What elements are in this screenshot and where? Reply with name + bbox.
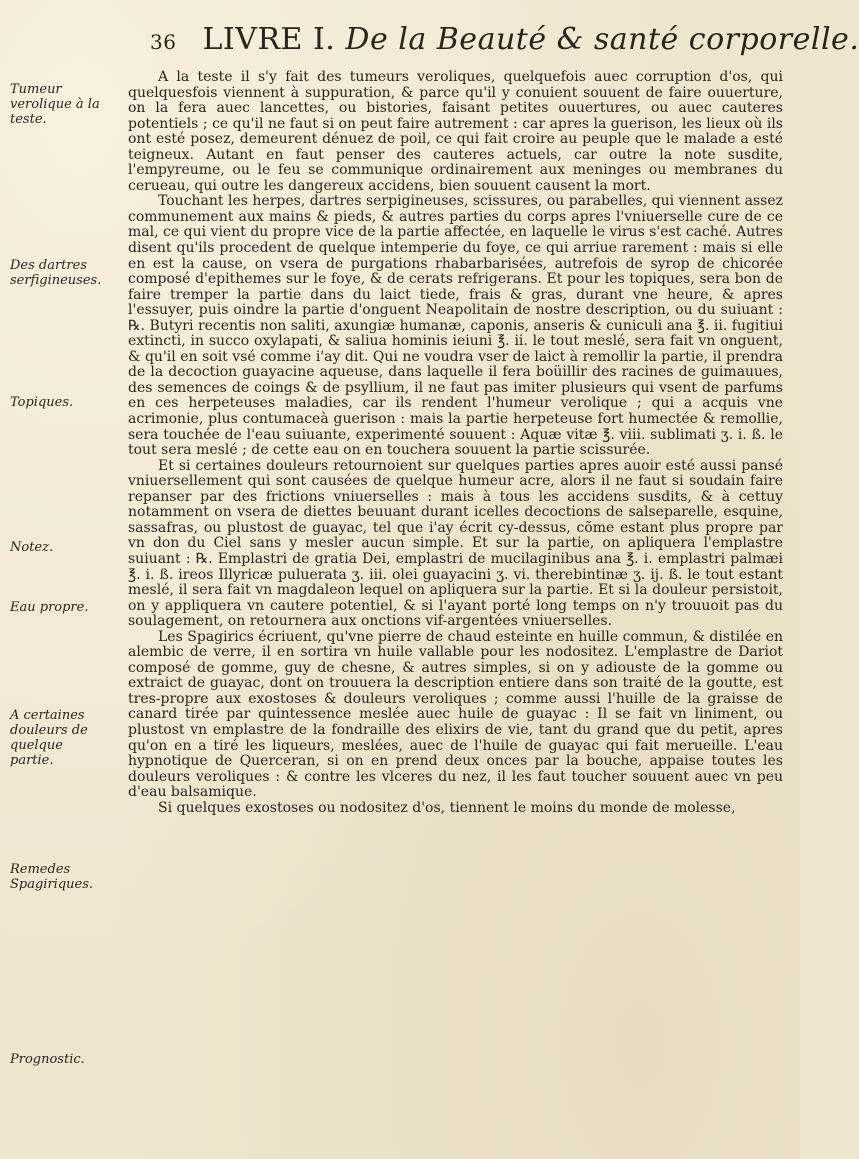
paragraph: A la teste il s'y fait des tumeurs veroliques, quelquefois auec corruption d'os, qui quelquesfois viennent à suppuration, & parce qu'il y conuient souuent de faire ouuerture, on la fera auec lancettes, ou bistories, faisant petites ouuertures, ou auec cauteres potentiels ; ce qu'il ne faut si on peut faire autrement : car apres la guerison, les lieux où ils ont esté posez, demeurent dénuez de poil, ce qui fait croire au peuple que le malade a esté teigneux. Autant en faut penser des cauteres actuels, car outre la note susdite, l'empyreume, ou le feu se communique ordinairement aux meninges ou membranes du cerueau, qui outre les dangereux accidens, bien souuent causent la mort. bbox=[128, 69, 783, 194]
paragraph: Touchant les herpes, dartres serpigineuses, scissures, ou parabelles, qui viennent assez communement aux mains & pieds, & autres parties du corps apres l'vniuerselle cure de ce mal, ce qui vient du propre vice de la partie affectée, en laquelle le virus s'est caché. Autres disent qu'ils procedent de quelque intemperie du foye, ce qui arriue rarement : mais si elle en est la cause, on vsera de purgations rhabarbarisées, autrefois de syrop de chicorée composé d'epithemes sur le foye, & de cerats refrigerans. Et pour les topiques, sera bon de faire tremper la partie dans du laict tiede, frais & gras, durant vne heure, & apres l'essuyer, puis oindre la partie d'onguent Neapolitain de nostre description, ou du suiuant : ℞. Butyri recentis non saliti, axungiæ humanæ, caponis, anseris & cuniculi ana ℥. ii. fugitiui extincti, in succo oxylapati, & saliua hominis ieiuni ℥. ii. le tout meslé, sera fait vn onguent, & qu'il en soit vsé comme i'ay dit. Qui ne voudra vser de laict à remollir la partie, il prendra de la decoction guayacine aqueuse, dans laquelle il fera boüillir des racines de guimauues, des semences de coings & de psyllium, il ne faut pas imiter plusieurs qui vsent de parfums en ces herpeteuses maladies, car ils rendent l'humeur verolique ; qui a acquis vne acrimonie, plus contumaceà guerison : mais la partie herpeteuse fort humectée & remollie, sera touchée de l'eau suiuante, experimenté souuent : Aquæ vitæ ℥. viii. sublimati ʒ. i. ß. le tout sera meslé ; de cette eau on en touchera souuent la partie scissurée. bbox=[128, 193, 784, 459]
margin-note: Eau propre. bbox=[10, 600, 89, 615]
margin-note: Remedes Spagiriques. bbox=[10, 862, 94, 892]
margin-note: Tumeur verolique à la teste. bbox=[10, 82, 100, 127]
paragraph: Et si certaines douleurs retournoient sur quelques parties apres auoir esté aussi pansé vniuersellement qui sont causées de quelque humeur acre, alors il ne faut si soudain faire repanser par des frictions vniuerselles : mais à tous les accidens susdits, & à cettuy notamment on vsera de diettes beuuant durant icelles decoctions de salseparelle, esquine, sassafras, ou plustost de guayac, tel que i'ay écrit cy-dessus, cõme estant plus propre par vn don du Ciel sans y mesler aucun simple. Et sur la partie, on apliquera l'emplastre suiuant : ℞. Emplastri de gratia Dei, emplastri de mucilaginibus ana ℥. i. emplastri palmæi ℥. i. ß. ireos Illyricæ puluerata ʒ. iii. olei guayacini ʒ. vi. therebintinæ ʒ. ij. ß. le tout estant meslé, il sera fait vn magdaleon lequel on apliquera sur la partie. Et si la douleur persistoit, on y appliquera vn cautere potentiel, & si l'ayant porté long temps on n'y trouuoit pas du soulagement, on retournera aux onctions vif-argentées vniuerselles. bbox=[128, 457, 783, 630]
margin-note: A certaines douleurs de quelque partie. bbox=[10, 708, 88, 768]
page-number: 36 bbox=[150, 30, 177, 54]
paragraph: Les Spagirics écriuent, qu'vne pierre de chaud esteinte en huille commun, & distilée en alembic de verre, il en sortira vn huile vallable pour les nodositez. L'emplastre de Dariot composé de gomme, guy de chesne, & autres simples, si on y adiouste de la gomme ou extraict de guayac, dont on trouuera la description entiere dans son traité de la goutte, est tres-propre aux exostoses & douleurs veroliques ; comme aussi l'huille de la graisse de canard tirée par quintessence meslée auec huile de guayac : Il se fait vn liniment, ou plustost vn emplastre de la fondraille des elixirs de vie, tant du grand que du petit, apres qu'on en a tiré les liqueurs, meslées, auec de l'huile de guayac qui fait merueille. L'eau hypnotique de Querceran, si on en prend deux onces par la bouche, appaise toutes les douleurs veroliques : & contre les vlceres du nez, il les faut toucher souuent auec vn peu d'eau balsamique. bbox=[128, 628, 783, 801]
margin-note: Notez. bbox=[10, 540, 54, 555]
margin-notes bbox=[0, 0, 112, 1159]
body-text bbox=[128, 70, 783, 816]
margin-note: Prognostic. bbox=[10, 1052, 85, 1067]
book-label: LIVRE I. bbox=[202, 22, 336, 57]
margin-note: Topiques. bbox=[10, 395, 74, 410]
margin-note: Des dartres serfigineuses. bbox=[10, 258, 102, 288]
header-title: De la Beauté & santé corporelle. bbox=[345, 22, 859, 57]
running-header bbox=[150, 22, 859, 66]
paragraph: Si quelques exostoses ou nodositez d'os, tiennent le moins du monde de molesse, bbox=[158, 799, 736, 816]
